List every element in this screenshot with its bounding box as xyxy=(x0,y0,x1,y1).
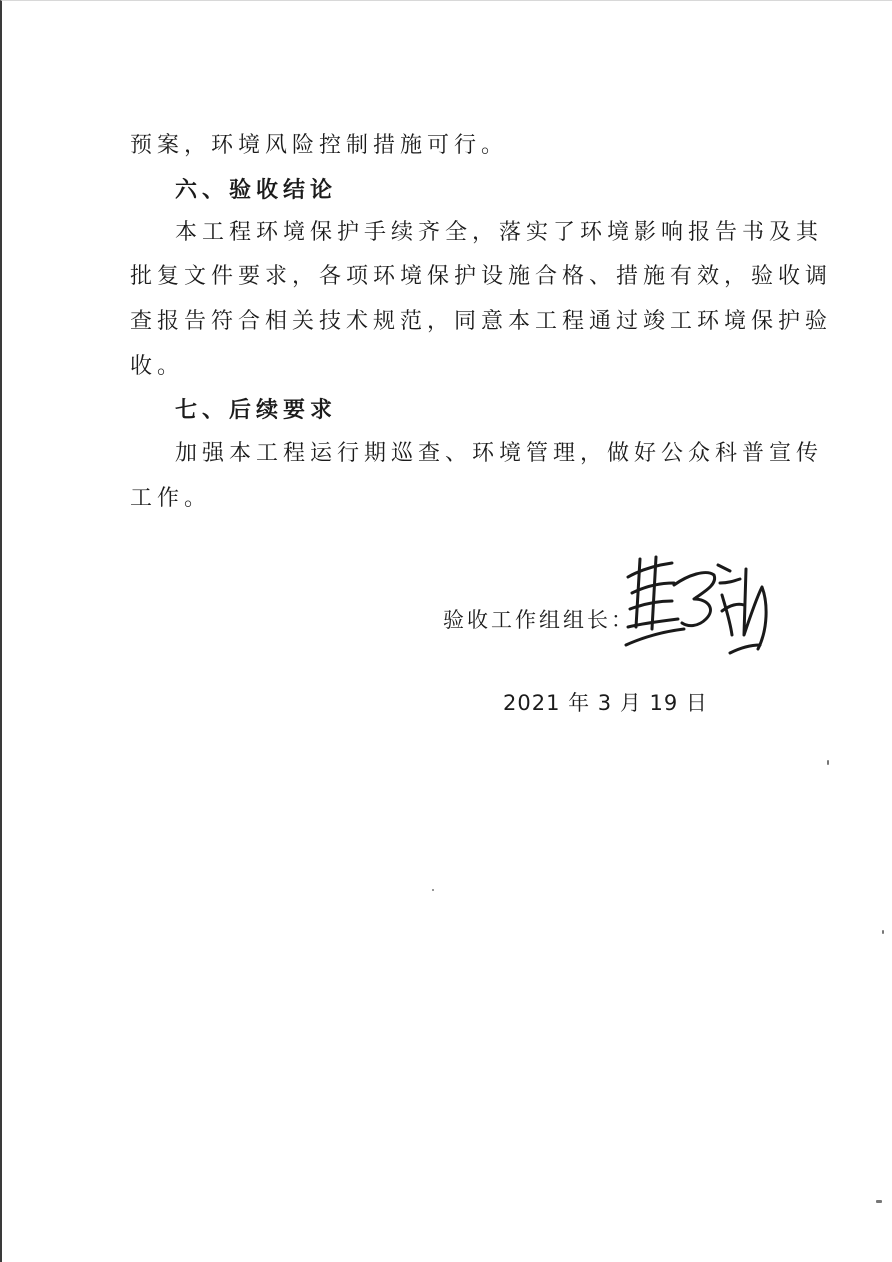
scan-speck xyxy=(882,930,884,934)
scan-speck xyxy=(876,1200,882,1203)
signature-label: 验收工作组组长： xyxy=(443,608,635,632)
intro-line: 预案，环境风险控制措施可行。 xyxy=(130,133,509,158)
section-6-line-2: 批复文件要求，各项环境保护设施合格、措施有效，验收调 xyxy=(130,264,833,289)
section-7-line-2: 工作。 xyxy=(130,486,212,511)
scan-speck xyxy=(827,760,829,765)
section-6-heading: 六、验收结论 xyxy=(175,178,338,203)
handwritten-signature xyxy=(622,555,782,660)
document-date: 2021 年 3 月 19 日 xyxy=(503,691,708,715)
section-7-heading: 七、后续要求 xyxy=(175,398,338,423)
section-6-line-1: 本工程环境保护手续齐全，落实了环境影响报告书及其 xyxy=(175,220,824,245)
scan-speck xyxy=(432,889,434,891)
section-7-line-1: 加强本工程运行期巡查、环境管理，做好公众科普宣传 xyxy=(175,441,824,466)
section-6-line-3: 查报告符合相关技术规范，同意本工程通过竣工环境保护验 xyxy=(130,309,833,334)
section-6-line-4: 收。 xyxy=(130,354,185,379)
